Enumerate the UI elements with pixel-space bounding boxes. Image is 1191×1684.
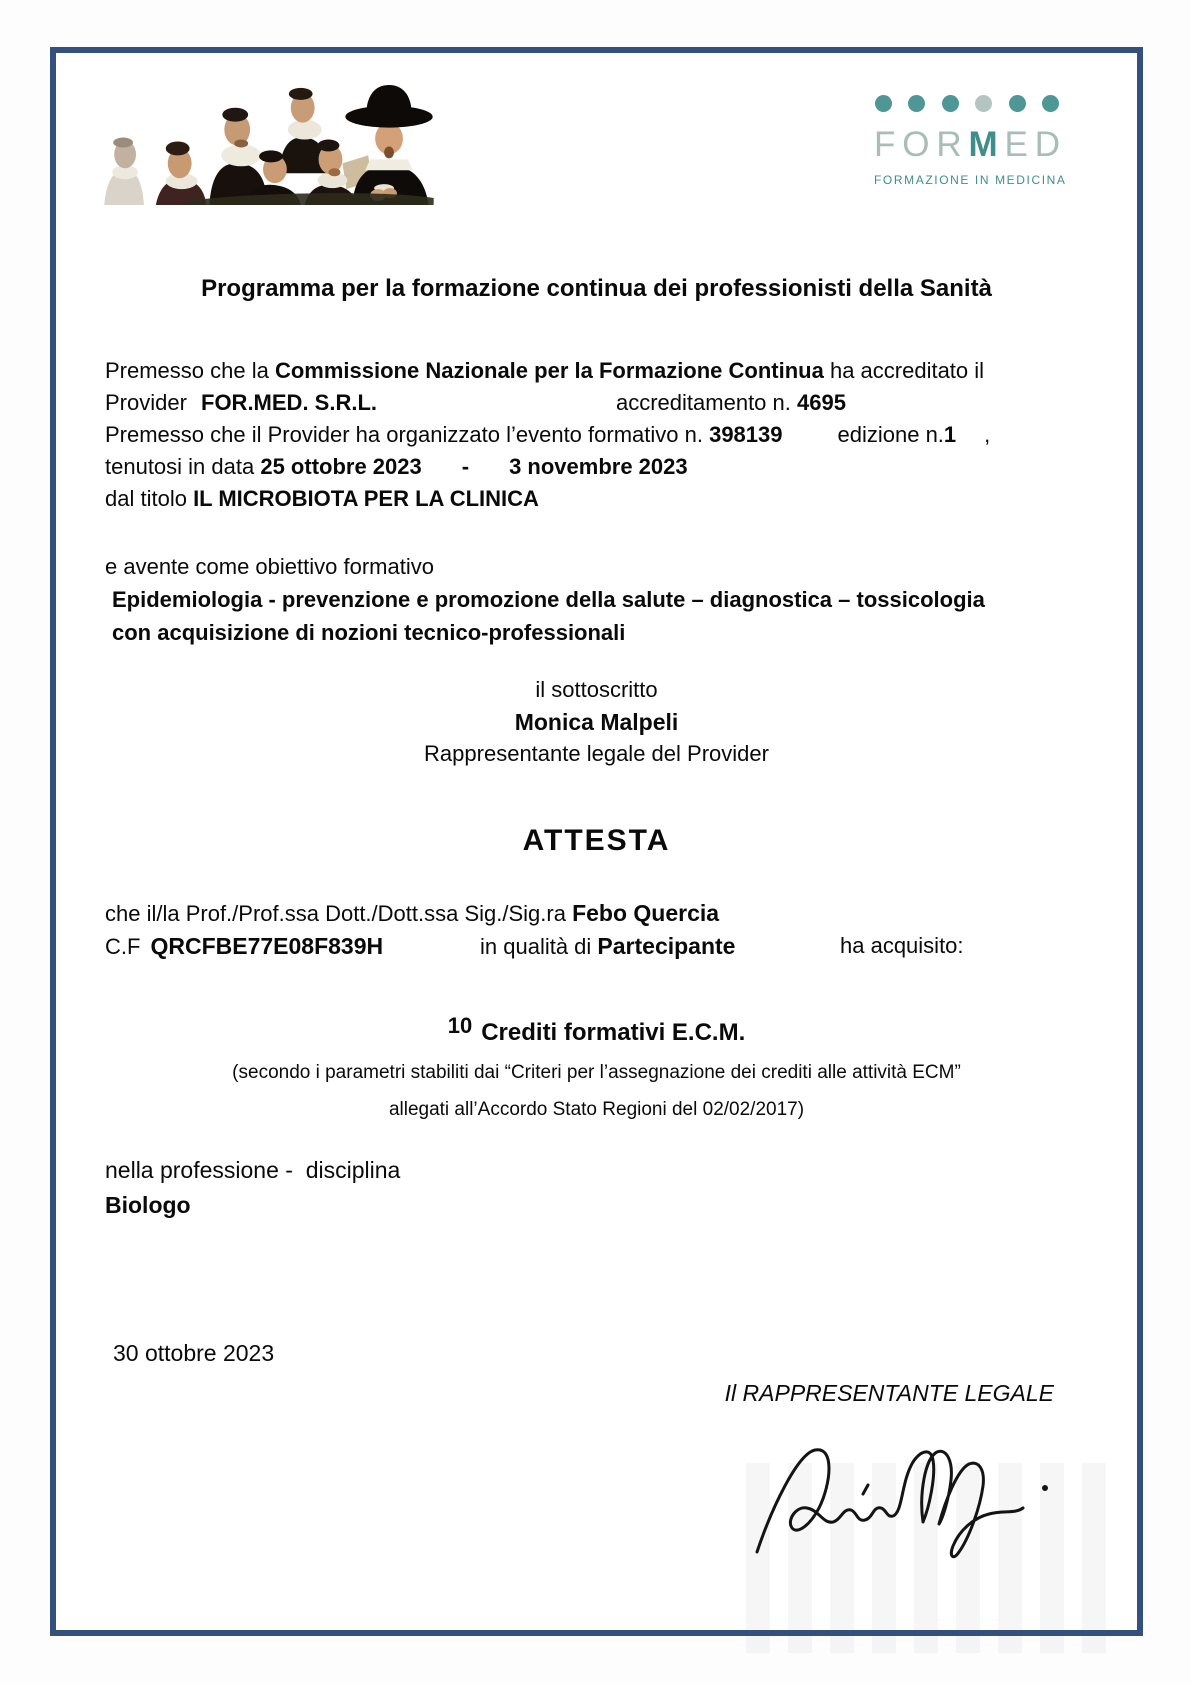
dates-label: tenutosi in data: [105, 454, 261, 479]
quality-value: Partecipante: [597, 933, 736, 959]
credits-label: Crediti formativi E.C.M.: [481, 1019, 746, 1046]
objective-line-2: con acquisizione di nozioni tecnico-professionali: [112, 620, 626, 645]
premise-line-5: [105, 483, 1107, 515]
attesta-heading: ATTESTA: [522, 824, 671, 857]
logo-dot: [1009, 95, 1026, 112]
logo-dot-light: [975, 95, 992, 112]
logo-wordmark: [874, 126, 1060, 164]
participant-line-1: [105, 897, 1117, 929]
participant-section: [105, 897, 1117, 962]
legal-representative-signature: [745, 1410, 1065, 1610]
legal-representative-label: Il RAPPRESENTANTE LEGALE: [724, 1380, 1054, 1406]
comma: ,: [984, 422, 991, 447]
credits-note-1: (secondo i parametri stabiliti dai “Criteri per l’assegnazione dei crediti alle attività ECM”: [232, 1062, 961, 1083]
premise-line-2: [105, 387, 1107, 419]
premise-text: ha accreditato il: [823, 358, 985, 383]
signatory-intro: il sottoscritto: [535, 677, 658, 702]
course-title: IL MICROBIOTA PER LA CLINICA: [193, 486, 539, 511]
provider-label: Provider: [105, 390, 187, 415]
accreditation-label: accreditamento n.: [616, 390, 797, 415]
premise-line-3: [105, 419, 1107, 451]
premise-line-1: [105, 355, 1107, 387]
quality-label: in qualità di: [480, 934, 598, 959]
acquired-label: ha acquisito:: [840, 933, 964, 958]
premise-paragraph: [105, 355, 1107, 515]
accreditation-number: 4695: [796, 390, 846, 415]
objective-line-1: Epidemiologia - prevenzione e promozione della salute – diagnostica – tossicologia: [112, 587, 985, 612]
premise-text: Premesso che la: [105, 358, 275, 383]
credits-line: [56, 1013, 1137, 1047]
course-title-label: dal titolo: [105, 486, 194, 511]
signatory-role: Rappresentante legale del Provider: [424, 741, 769, 766]
participant-line-2: [105, 930, 1117, 962]
logo-tagline: FORMAZIONE IN MEDICINA: [874, 173, 1067, 187]
logo-letter: E: [1004, 125, 1028, 164]
logo-dot: [942, 95, 959, 112]
premise-line-4: [105, 451, 1107, 483]
logo-letter-accent: M: [968, 125, 998, 164]
cf-group: [105, 930, 383, 963]
certificate-title: Programma per la formazione continua dei professionisti della Sanità: [201, 275, 992, 302]
objective-intro: e avente come obiettivo formativo: [105, 554, 434, 579]
logo-letter: F: [874, 125, 896, 164]
event-label: Premesso che il Provider ha organizzato l’evento formativo n.: [105, 422, 710, 447]
event-number: 398139: [709, 422, 783, 447]
cf-label: C.F: [105, 934, 141, 959]
edition-number: 1: [943, 422, 957, 447]
issue-date: 30 ottobre 2023: [113, 1340, 275, 1366]
commission-name: Commissione Nazionale per la Formazione Continua: [274, 358, 824, 383]
profession-label: nella professione - disciplina: [105, 1157, 401, 1183]
end-date: 3 novembre 2023: [509, 454, 688, 479]
provider-name: FOR.MED. S.R.L.: [201, 390, 377, 415]
edition-label: edizione n.: [837, 422, 944, 447]
logo-letter: R: [936, 125, 962, 164]
signatory-name: Monica Malpeli: [514, 709, 679, 735]
formed-logo: [874, 95, 1067, 187]
start-date: 25 ottobre 2023: [260, 454, 422, 479]
participant-label: che il/la Prof./Prof.ssa Dott./Dott.ssa Sig./Sig.ra: [105, 901, 573, 926]
certificate-border-frame: [50, 47, 1143, 1636]
participant-name: Febo Quercia: [572, 900, 720, 926]
credits-note-2: allegati all’Accordo Stato Regioni del 02/02/2017): [388, 1099, 805, 1120]
logo-dots: [875, 95, 1059, 112]
logo-letter: D: [1034, 125, 1060, 164]
accreditation: [616, 387, 846, 419]
quality-group: [480, 930, 735, 963]
date-separator: -: [461, 454, 470, 479]
logo-dot: [908, 95, 925, 112]
logo-dot: [875, 95, 892, 112]
objective-section: [105, 550, 1117, 649]
profession-value: Biologo: [105, 1192, 191, 1218]
logo-dot: [1042, 95, 1059, 112]
anatomy-lesson-painting: [95, 78, 435, 205]
credits-number: 10: [447, 1013, 473, 1038]
cf-value: QRCFBE77E08F839H: [150, 933, 384, 959]
logo-letter: O: [902, 125, 930, 164]
